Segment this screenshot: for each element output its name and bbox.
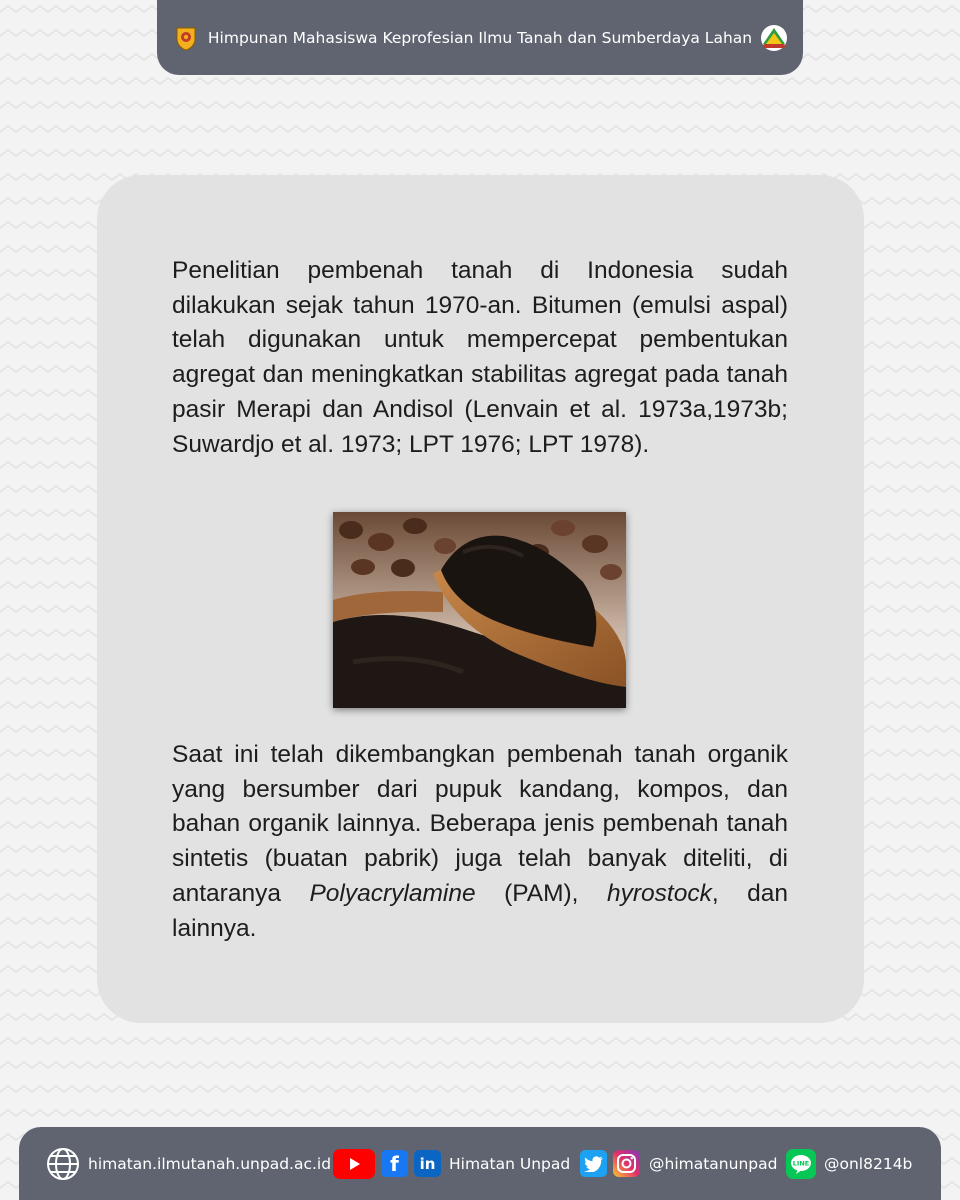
header-title: Himpunan Mahasiswa Keprofesian Ilmu Tanah dan Sumberdaya Lahan <box>207 28 753 47</box>
university-logo-icon <box>172 24 200 52</box>
himatan-logo-icon <box>760 24 788 52</box>
line-icon <box>786 1149 816 1179</box>
footer-line-id[interactable]: @onl8214b <box>824 1154 913 1173</box>
soil-on-wooden-spoon-image <box>333 512 626 708</box>
footer-channel-name[interactable]: Himatan Unpad <box>449 1154 571 1173</box>
footer-bar <box>19 1127 941 1200</box>
facebook-icon: f <box>381 1150 408 1177</box>
linkedin-icon: in <box>414 1150 441 1177</box>
youtube-link[interactable] <box>333 1127 375 1200</box>
facebook-link[interactable] <box>381 1127 408 1200</box>
website-link[interactable]: himatan.ilmutanah.unpad.ac.id <box>88 1154 332 1173</box>
footer-website[interactable] <box>46 1127 331 1200</box>
youtube-icon <box>333 1149 375 1179</box>
linkedin-link[interactable] <box>414 1127 441 1200</box>
instagram-link[interactable] <box>613 1127 640 1200</box>
term-polyacrylamine: Polyacrylamine <box>309 879 476 907</box>
footer-social-handle[interactable]: @himatanunpad <box>649 1154 778 1173</box>
paragraph-organic-amendments: Saat ini telah dikembangkan pembenah tanah organik yang bersumber dari pupuk kandang, kompos, dan bahan organik lainnya. Beberapa jenis pembenah tanah sintetis (buatan pabrik) juga telah banyak diteliti, di antaranya Polyacrylamine (PAM), hyrostock, dan lainnya. <box>172 741 789 942</box>
globe-icon <box>46 1147 80 1181</box>
term-hyrostock: hyrostock <box>606 879 712 907</box>
header-bar <box>157 0 803 75</box>
instagram-icon <box>613 1150 640 1177</box>
paragraph-intro: Penelitian pembenah tanah di Indonesia sudah dilakukan sejak tahun 1970-an. Bitumen (emulsi aspal) telah digunakan untuk mempercepat pembentukan agregat dan meningkatkan stabilitas agregat pada tanah pasir Merapi dan Andisol (Lenvain et al. 1973a,1973b; Suwardjo et al. 1973; LPT 1976; LPT 1978). <box>172 257 788 458</box>
twitter-icon <box>580 1150 607 1177</box>
svg-text:LINE: LINE <box>792 1159 810 1167</box>
twitter-link[interactable] <box>580 1127 607 1200</box>
line-link[interactable] <box>786 1127 816 1200</box>
